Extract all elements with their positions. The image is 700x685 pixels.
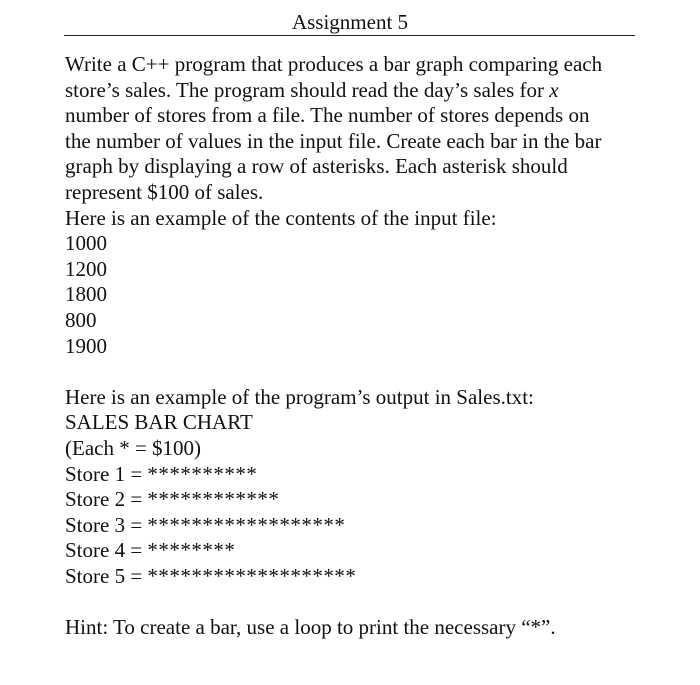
- store-label: Store 2 =: [65, 487, 148, 512]
- store-label: Store 5 =: [65, 563, 148, 588]
- store-row: [65, 564, 640, 590]
- scale-note: (Each * = $100): [65, 435, 202, 460]
- input-value: 1800: [65, 282, 107, 307]
- statement-line: number of stores from a file. The number of stores depends on: [65, 103, 590, 128]
- store-bar: *******************: [147, 563, 357, 588]
- sales-bar-list: [65, 462, 640, 590]
- input-value: 1000: [65, 231, 107, 256]
- store-row: [65, 538, 640, 564]
- store-row: [65, 462, 640, 488]
- assignment-body: [65, 52, 640, 641]
- input-value: 1900: [65, 333, 107, 358]
- output-example-heading: Here is an example of the program’s output in Sales.txt:: [65, 384, 534, 409]
- store-bar: ********: [147, 538, 236, 563]
- spacer: [65, 589, 640, 615]
- statement-line: store’s sales. The program should read the day’s sales for x: [65, 77, 559, 102]
- hint-text: Hint: To create a bar, use a loop to print the necessary “*”.: [65, 615, 556, 640]
- input-example-heading: Here is an example of the contents of the input file:: [65, 205, 497, 230]
- document-title: Assignment 5: [291, 10, 409, 34]
- store-label: Store 4 =: [65, 538, 148, 563]
- store-label: Store 3 =: [65, 512, 148, 537]
- store-bar: ************: [147, 487, 280, 512]
- spacer: [65, 359, 640, 385]
- store-row: [65, 513, 640, 539]
- store-bar: **********: [147, 461, 258, 486]
- statement-line: Write a C++ program that produces a bar graph comparing each: [65, 52, 603, 76]
- store-row: [65, 487, 640, 513]
- input-value: 800: [65, 307, 97, 332]
- statement-line: the number of values in the input file. Create each bar in the bar: [65, 128, 602, 153]
- store-bar: ******************: [147, 512, 346, 537]
- statement-line: graph by displaying a row of asterisks. Each asterisk should: [65, 154, 568, 179]
- statement-line: represent $100 of sales.: [65, 179, 264, 204]
- problem-statement: [65, 52, 640, 206]
- variable-x: x: [549, 77, 559, 102]
- input-values-list: [65, 231, 640, 359]
- title-divider: [64, 35, 635, 36]
- sales-chart-title: SALES BAR CHART: [65, 410, 253, 435]
- input-value: 1200: [65, 256, 107, 281]
- store-label: Store 1 =: [65, 461, 148, 486]
